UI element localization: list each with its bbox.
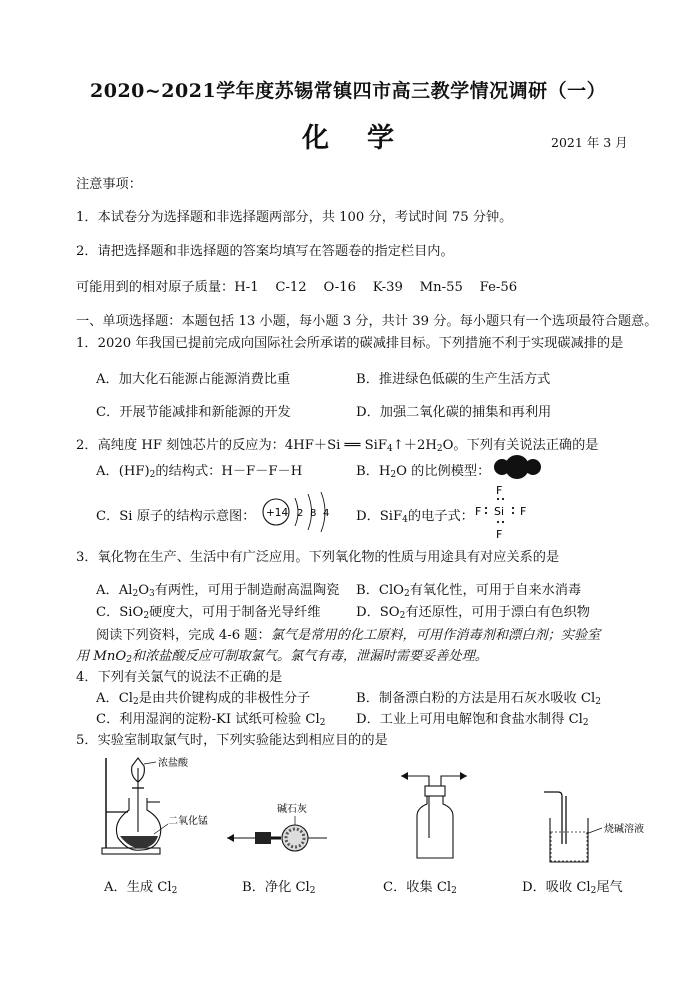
q1-option-b[interactable]: B．推进绿色低碳的生产生活方式	[356, 372, 551, 387]
q3-c-sub: 2	[143, 611, 150, 621]
apparatus-d-absorption-beaker	[540, 782, 660, 864]
q5-option-b[interactable]	[242, 876, 316, 896]
q2-d-text: 的电子式：	[407, 509, 474, 524]
subject-char-2: 学	[367, 123, 394, 154]
reading-line-2	[76, 645, 488, 665]
reading-intro: 阅读下列资料，完成 4-6 题：	[96, 628, 271, 643]
q5-stem: 5．实验室制取氯气时，下列实验能达到相应目的的是	[76, 733, 388, 748]
lewis-si: Si	[494, 505, 505, 518]
q2-a-sub: 2	[149, 470, 156, 480]
reading-sub: 2	[126, 655, 132, 665]
notice-item-1: 1．本试卷分为选择题和非选择题两部分，共 100 分，考试时间 75 分钟。	[76, 210, 513, 225]
label-soda-lime: 碱石灰	[277, 804, 307, 815]
q3-b-sub: 2	[404, 589, 410, 599]
q3-c-text: 硬度大，可用于制备光导纤维	[149, 605, 321, 620]
electron-dot	[512, 507, 514, 509]
q2-b-text: O 的比例模型：	[396, 464, 491, 479]
q2-a-text: 的结构式：H－F－F－H	[155, 464, 303, 479]
exam-title: 2020~2021学年度苏锡常镇四市高三教学情况调研（一）	[90, 80, 607, 102]
q4-a-sub: 2	[133, 697, 139, 707]
section-heading: 一、单项选择题：本题包括 13 小题，每小题 3 分，共计 39 分。每小题只有一个选项最符合题意。	[76, 314, 658, 329]
q4-c-sub: 2	[319, 718, 326, 728]
si-shell-electrons-3: 4	[323, 508, 330, 519]
subject-title	[302, 116, 394, 155]
q3-a-sub: 2	[132, 589, 139, 599]
q3-a-text: 有两性，可用于制造耐高温陶瓷	[154, 583, 340, 598]
q4-option-a[interactable]	[96, 687, 310, 707]
reading-text: 用 MnO	[76, 649, 127, 664]
q5-option-a[interactable]	[104, 876, 177, 896]
q2-option-a[interactable]	[96, 460, 302, 480]
label-conc-hcl: 浓盐酸	[158, 758, 188, 769]
bottle-body	[417, 796, 453, 858]
q3-a-sub: 3	[149, 589, 155, 599]
q5-option-c[interactable]	[383, 876, 457, 896]
apparatus-b-drying-tube	[225, 800, 345, 860]
q2-stem-part: O。下列有关说法正确的是	[442, 438, 599, 453]
q4-b-sub: 2	[595, 697, 601, 707]
lewis-f-left: F	[475, 505, 482, 518]
electron-dot	[502, 521, 504, 523]
q4-stem: 4．下列有关氯气的说法不正确的是	[76, 670, 283, 685]
lewis-f-right: F	[520, 505, 527, 518]
q5-c-text: C．收集 Cl	[383, 880, 452, 895]
q5-a-text: A．生成 Cl	[104, 880, 172, 895]
reading-line-1	[96, 624, 600, 643]
electron-dot	[485, 512, 487, 514]
q5-b-text: B．净化 Cl	[242, 880, 310, 895]
label-mno2: 二氧化锰	[168, 816, 208, 827]
subject-char-1: 化	[302, 123, 329, 154]
q1-option-a[interactable]: A．加大化石能源占能源消费比重	[96, 372, 291, 387]
electron-dot	[502, 498, 504, 500]
water-space-filling-model	[490, 455, 546, 479]
q2-sub: 4	[387, 444, 393, 454]
q4-a-text: A．Cl	[96, 691, 134, 706]
si-shell-electrons-2: 8	[310, 508, 317, 519]
q2-stem-part: ↑＋2H	[392, 438, 437, 453]
q4-d-sub: 2	[582, 718, 589, 728]
si-shell-electrons-1: 2	[297, 508, 304, 519]
apparatus-a-chlorine-generator	[96, 752, 246, 862]
si-nucleus-charge: +14	[266, 507, 289, 519]
q4-d-text: D．工业上可用电解饱和食盐水制得 Cl	[356, 712, 583, 727]
q2-stem-part: 2．高纯度 HF 刻蚀芯片的反应为：4HF＋Si ══ SiF	[76, 438, 388, 453]
q2-c-text: C．Si 原子的结构示意图：	[96, 509, 256, 524]
arrow-head	[401, 772, 408, 780]
arrow-head	[460, 772, 467, 780]
q5-c-sub: 2	[451, 886, 457, 896]
q5-option-d[interactable]	[522, 876, 623, 896]
q3-a-text: O	[138, 583, 149, 598]
leader-line	[144, 762, 156, 764]
q2-b-sub: 2	[390, 470, 397, 480]
bottle-stopper	[425, 786, 445, 796]
electron-dot	[512, 512, 514, 514]
q5-a-sub: 2	[171, 886, 178, 896]
q2-option-c[interactable]	[96, 505, 255, 524]
q3-b-text: 有氧化性，可用于自来水消毒	[409, 583, 582, 598]
q2-option-d[interactable]	[356, 505, 474, 525]
notice-heading: 注意事项：	[76, 177, 142, 192]
q3-c-text: C．SiO	[96, 605, 144, 620]
beaker-body	[550, 818, 588, 862]
q1-option-d[interactable]: D．加强二氧化碳的捕集和再利用	[356, 405, 552, 420]
q2-a-text: A．(HF)	[96, 464, 150, 479]
exam-date: 2021 年 3 月	[551, 135, 628, 150]
lewis-f-top: F	[496, 484, 503, 497]
q1-stem: 1．2020 年我国已提前完成向国际社会所承诺的碳减排目标。下列措施不利于实现碳减排的是	[76, 336, 624, 351]
q3-stem: 3．氧化物在生产、生活中有广泛应用。下列氧化物的性质与用途具有对应关系的是	[76, 550, 560, 565]
q2-stem	[76, 434, 599, 454]
apparatus-c-gas-bottle	[395, 768, 475, 863]
si-atom-structure-diagram	[258, 486, 338, 536]
q3-d-text: 有还原性，可用于漂白有色织物	[405, 605, 590, 620]
atomic-masses: 可能用到的相对原子质量：H-1 C-12 O-16 K-39 Mn-55 Fe-56	[76, 280, 518, 295]
reading-text: 和浓盐酸反应可制取氯气。氯气有毒，泄漏时需要妥善处理。	[131, 649, 488, 664]
electron-dot	[497, 498, 499, 500]
q4-option-d[interactable]	[356, 708, 589, 728]
q2-d-sub: 4	[402, 515, 408, 525]
q3-a-text: A．Al	[96, 583, 133, 598]
q5-d-text: 尾气	[596, 880, 623, 895]
q1-option-c[interactable]: C．开展节能减排和新能源的开发	[96, 405, 291, 420]
q2-b-text: B．H	[356, 464, 391, 479]
q2-sub: 2	[436, 444, 443, 454]
q3-option-d[interactable]	[356, 601, 590, 621]
q4-a-text: 是由共价键构成的非极性分子	[138, 691, 311, 706]
arrow-head	[227, 834, 234, 842]
beaker-liquid	[551, 832, 587, 861]
drying-tube-stopper	[255, 832, 271, 844]
q3-option-b[interactable]	[356, 579, 581, 599]
q4-option-c[interactable]	[96, 708, 325, 728]
reading-text: 氯气是常用的化工原料，可用作消毒剂和漂白剂；实验室	[270, 628, 601, 643]
q3-option-c[interactable]	[96, 601, 321, 621]
water-h-atom-right	[525, 459, 541, 475]
inlet-tube	[544, 792, 562, 844]
q4-b-text: B．制备漂白粉的方法是用石灰水吸收 Cl	[356, 691, 596, 706]
q3-b-text: B．ClO	[356, 583, 404, 598]
q5-d-text: D．吸收 Cl	[522, 880, 591, 895]
q4-option-b[interactable]	[356, 687, 601, 707]
notice-item-2: 2．请把选择题和非选择题的答案均填写在答题卷的指定栏目内。	[76, 244, 454, 259]
inlet-tube	[401, 776, 429, 838]
label-naoh-solution: 烧碱溶液	[604, 824, 644, 835]
electron-dot	[497, 521, 499, 523]
q2-d-text: D．SiF	[356, 509, 403, 524]
q3-option-a[interactable]	[96, 579, 339, 599]
q5-d-sub: 2	[590, 886, 597, 896]
sif4-electron-formula	[470, 482, 570, 542]
lewis-f-bottom: F	[496, 528, 503, 541]
q2-option-b[interactable]	[356, 460, 490, 480]
q3-d-text: D．SO	[356, 605, 400, 620]
q5-b-sub: 2	[309, 886, 316, 896]
q3-d-sub: 2	[399, 611, 406, 621]
electron-dot	[485, 507, 487, 509]
q4-c-text: C．利用湿润的淀粉-KI 试纸可检验 Cl	[96, 712, 320, 727]
